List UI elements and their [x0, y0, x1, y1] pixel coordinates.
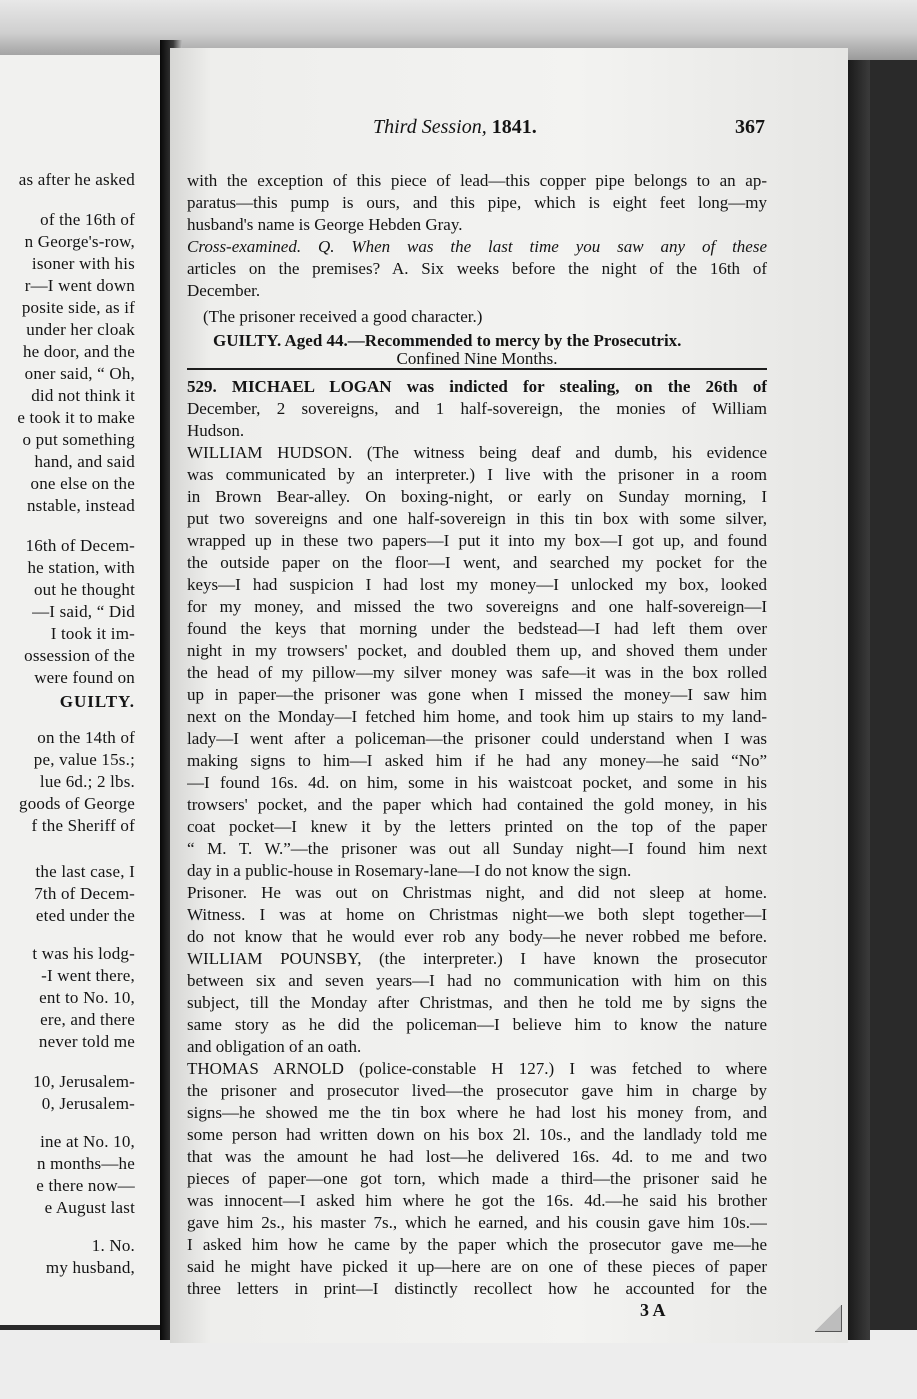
left-page-line: o put something	[22, 430, 135, 449]
left-page-line: under her cloak	[26, 320, 135, 339]
left-page-line: did not think it	[31, 386, 135, 405]
text-line: —I found 16s. 4d. on him, some in his waistcoat pocket, and some in his	[187, 773, 767, 792]
text-line: signs—he showed me the tin box where he had lost his money from, and	[187, 1103, 767, 1122]
character-note: (The prisoner received a good character.)	[203, 307, 483, 326]
left-page-line: pe, value 15s.;	[33, 750, 135, 769]
left-page-line: e there now—	[36, 1176, 135, 1195]
left-page-line: goods of George	[19, 794, 135, 813]
text-line: found the keys that morning under the bedstead—I had left them over	[187, 619, 767, 638]
left-page-line: were found on	[34, 668, 135, 687]
text-line: December, 2 sovereigns, and 1 half-sovereign, the monies of William	[187, 399, 767, 418]
left-page-line: ossession of the	[24, 646, 135, 665]
left-page-line: 7th of Decem-	[34, 884, 135, 903]
left-page-line: I took it im-	[50, 624, 135, 643]
left-page-line: ine at No. 10,	[40, 1132, 135, 1151]
left-page-line: never told me	[38, 1032, 135, 1051]
left-page-line: -I went there,	[41, 966, 135, 985]
left-page-line: isoner with his	[31, 254, 135, 273]
sentence-line: Confined Nine Months.	[396, 349, 558, 368]
left-page-line: ere, and there	[40, 1010, 135, 1029]
left-page-line: posite side, as if	[21, 298, 135, 317]
left-page-line: lue 6d.; 2 lbs.	[39, 772, 135, 791]
left-page-verdict: GUILTY.	[59, 692, 135, 711]
left-page-line: ent to No. 10,	[39, 988, 135, 1007]
left-page-line: one else on the	[30, 474, 135, 493]
session-year: 1841.	[491, 116, 537, 138]
text-line: articles on the premises? A. Six weeks before the night of the 16th of	[187, 259, 767, 278]
text-line: put two sovereigns and one half-sovereign in this tin box with some silver,	[187, 509, 767, 528]
text-line: making signs to him—I asked him if he had any money—he said “No”	[187, 751, 767, 770]
text-line: Cross-examined. Q. When was the last time you saw any of these	[187, 237, 767, 256]
verdict-line: GUILTY. Aged 44.—Recommended to mercy by the Prosecutrix.	[213, 331, 682, 350]
signature-mark: 3 A	[640, 1300, 666, 1320]
left-page-line: he station, with	[27, 558, 135, 577]
left-page-line: he door, and the	[22, 342, 135, 361]
text-line: night in my trowsers' pocket, and doubled them up, and shoved them under	[187, 641, 767, 660]
left-page-line: 16th of Decem-	[25, 536, 135, 555]
text-line: lady—I went after a policeman—the prisoner could understand when I was	[187, 729, 767, 748]
text-line: “ M. T. W.”—the prisoner was out all Sunday night—I found him next	[187, 839, 767, 858]
text-line: trowsers' pocket, and the paper which had contained the gold money, in his	[187, 795, 767, 814]
text-line: said he might have picked it up—here are on one of these pieces of paper	[187, 1257, 767, 1276]
text-line: up in paper—the prisoner was gone when I missed the money—I saw him	[187, 685, 767, 704]
left-page-line: eted under the	[35, 906, 135, 925]
page-corner-curl	[815, 1305, 842, 1332]
text-line: keys—I had suspicion I had lost my money—I unlocked my box, looked	[187, 575, 767, 594]
text-line: next on the Monday—I fetched him home, and took him up stairs to my land-	[187, 707, 767, 726]
page-edge-shadow	[848, 60, 870, 1340]
page-number: 367	[735, 116, 765, 138]
text-line: the prisoner and prosecutor lived—the prosecutor gave him in charge by	[187, 1081, 767, 1100]
text-line: Hudson.	[187, 421, 245, 440]
left-page-line: hand, and said	[34, 452, 135, 471]
left-page-line: e took it to make	[17, 408, 135, 427]
left-page-line: 0, Jerusalem-	[41, 1094, 135, 1113]
left-page-line: —I said, “ Did	[32, 602, 135, 621]
left-page-line: 10, Jerusalem-	[33, 1072, 135, 1091]
left-page-line: on the 14th of	[37, 728, 135, 747]
text-line: for my money, and missed the two sovereigns and one half-sovereign—I	[187, 597, 767, 616]
left-page-line: t was his lodg-	[32, 944, 135, 963]
left-page-line: out he thought	[33, 580, 135, 599]
left-page-line: n months—he	[36, 1154, 135, 1173]
left-page-line: n George's-row,	[24, 232, 135, 251]
text-line: in Brown Bear-alley. On boxing-night, or early on Sunday morning, I	[187, 487, 767, 506]
text-line: December.	[187, 281, 261, 300]
text-line: three letters in print—I distinctly recollect how he accounted for the	[187, 1279, 767, 1298]
witness-line: WILLIAM HUDSON. (The witness being deaf and dumb, his evidence	[187, 443, 767, 462]
text-line: wrapped up in these two papers—I put it into my box—I got up, and found	[187, 531, 767, 550]
text-line: that was the amount he had lost—he delivered 16s. 4d. to me and two	[187, 1147, 767, 1166]
text-line: gave him 2s., his master 7s., which he earned, and his cousin gave him 10s.—	[187, 1213, 767, 1232]
text-line: and obligation of an oath.	[187, 1037, 362, 1056]
witness-line: THOMAS ARNOLD (police-constable H 127.) I was fetched to where	[187, 1059, 767, 1078]
left-page	[0, 55, 165, 1325]
text-line: husband's name is George Hebden Gray.	[187, 215, 463, 234]
text-line: I asked him how he came by the paper which the prosecutor gave me—he	[187, 1235, 767, 1254]
text-line: day in a public-house in Rosemary-lane—I do not know the sign.	[187, 861, 632, 880]
witness-line: WILLIAM POUNSBY, (the interpreter.) I have known the prosecutor	[187, 949, 767, 968]
left-page-line: f the Sheriff of	[31, 816, 135, 835]
left-page-line: e August last	[44, 1198, 135, 1217]
left-page-line: 1. No.	[91, 1236, 135, 1255]
case-heading: 529. MICHAEL LOGAN was indicted for stealing, on the 26th of	[187, 377, 767, 396]
text-line: subject, till the Monday after Christmas, and then he told me by signs the	[187, 993, 767, 1012]
left-page-line: the last case, I	[35, 862, 135, 881]
text-line: was communicated by an interpreter.) I live with the prisoner in a room	[187, 465, 767, 484]
text-line: some person had written down on his box 2l. 10s., and the landlady told me	[187, 1125, 767, 1144]
text-line: same story as he did the policeman—I believe him to know the nature	[187, 1015, 767, 1034]
text-line: was innocent—I asked him where he got the 16s. 4d.—he said his brother	[187, 1191, 767, 1210]
text-line: the outside paper on the floor—I went, and searched my pocket for the	[187, 553, 767, 572]
text-line: with the exception of this piece of lead—this copper pipe belongs to an ap-	[187, 171, 767, 190]
left-page-line: of the 16th of	[40, 210, 135, 229]
running-header	[373, 116, 773, 142]
text-line: the head of my pillow—my silver money was safe—it was in the box rolled	[187, 663, 767, 682]
text-line: paratus—this pump is ours, and this pipe, which is eight feet long—my	[187, 193, 767, 212]
text-line: between six and seven years—I had no communication with him on this	[187, 971, 767, 990]
section-rule	[187, 368, 767, 370]
session-title: Third Session,	[373, 116, 487, 138]
left-page-line: r—I went down	[24, 276, 135, 295]
prisoner-statement: Prisoner. He was out on Christmas night, and did not sleep at home.	[187, 883, 767, 902]
left-page-line: as after he asked	[18, 170, 135, 189]
left-page-line: my husband,	[45, 1258, 135, 1277]
text-line: pieces of paper—one got torn, which made a third—the prisoner said he	[187, 1169, 767, 1188]
left-page-line: nstable, instead	[26, 496, 135, 515]
witness-line: Witness. I was at home on Christmas night—we both slept together—I	[187, 905, 767, 924]
left-page-line: oner said, “ Oh,	[24, 364, 135, 383]
text-line: do not know that he would ever rob any body—he never robbed me before.	[187, 927, 767, 946]
text-line: coat pocket—I knew it by the letters printed on the top of the paper	[187, 817, 767, 836]
